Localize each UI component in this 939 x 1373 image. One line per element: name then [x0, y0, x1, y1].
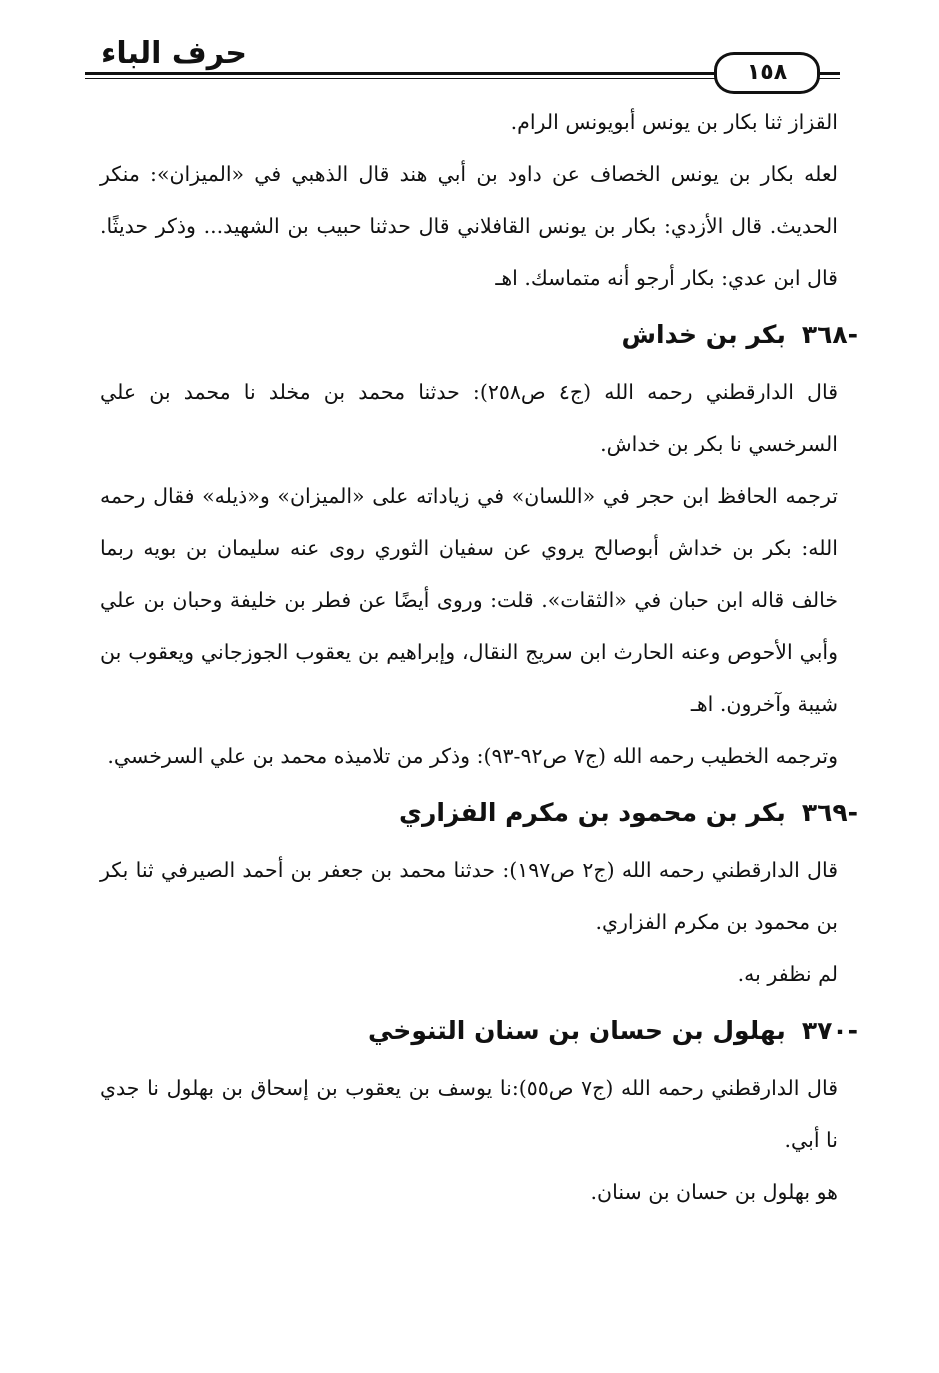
paragraph: وترجمه الخطيب رحمه الله (ج٧ ص٩٢-٩٣): وذكر من تلاميذه محمد بن علي السرخسي.: [107, 744, 838, 768]
chapter-title: حرف الباء: [95, 36, 253, 71]
entry-number: -٣٦٨: [801, 320, 858, 349]
entry-name: بكر بن محمود بن مكرم الفزاري: [399, 798, 786, 827]
paragraph: لعله بكار بن يونس الخصاف عن داود بن أبي هند قال الذهبي في «الميزان»: منكر الحديث. قال الأزدي: بكار بن يونس القافلاني قال حدثنا حبيب بن الشهيد... وذكر حديثًا. قال ابن عدي: بكار أرجو أنه متماسك. اهـ: [100, 162, 838, 290]
entry-name: بهلول بن حسان بن سنان التنوخي: [368, 1016, 786, 1045]
entry-heading: [100, 304, 858, 366]
paragraph: قال الدارقطني رحمه الله (ج٢ ص١٩٧): حدثنا محمد بن جعفر بن أحمد الصيرفي ثنا بكر بن محمود بن مكرم الفزاري.: [100, 858, 838, 934]
entry-number: -٣٧٠: [801, 1016, 858, 1045]
page-body: [100, 96, 858, 1366]
paragraph: هو بهلول بن حسان بن سنان.: [590, 1180, 838, 1204]
paragraph: قال الدارقطني رحمه الله (ج٧ ص٥٥):نا يوسف بن يعقوب بن إسحاق بن بهلول نا جدي نا أبي.: [100, 1076, 838, 1152]
paragraph: ترجمه الحافظ ابن حجر في «اللسان» في زياداته على «الميزان» و«ذيله» فقال رحمه الله: بكر بن خداش أبوصالح يروي عن سفيان الثوري روى عنه سليمان بن بويه ربما خالف قاله ابن حبان في «الثقات». قلت: وروى أيضًا عن فطر بن خليفة وحبان بن علي وأبي الأحوص وعنه الحارث ابن سريج النقال، وإبراهيم بن يعقوب الجوزجاني ويعقوب بن شيبة وآخرون. اهـ: [100, 484, 838, 716]
entry-name: بكر بن خداش: [621, 320, 786, 349]
entry-number: -٣٦٩: [801, 798, 858, 827]
paragraph: لم نظفر به.: [737, 962, 838, 986]
entry: [100, 304, 858, 366]
paragraph: القزاز ثنا بكار بن يونس أبويونس الرام.: [510, 110, 838, 134]
paragraph: قال الدارقطني رحمه الله (ج٤ ص٢٥٨): حدثنا محمد بن مخلد نا محمد بن علي السرخسي نا بكر بن خداش.: [100, 380, 838, 456]
entry-heading: [100, 782, 858, 844]
page-number: ١٥٨: [714, 52, 820, 94]
entry: [100, 782, 858, 844]
page-header: [85, 38, 840, 88]
entry: [100, 1000, 858, 1062]
entry-heading: [100, 1000, 858, 1062]
